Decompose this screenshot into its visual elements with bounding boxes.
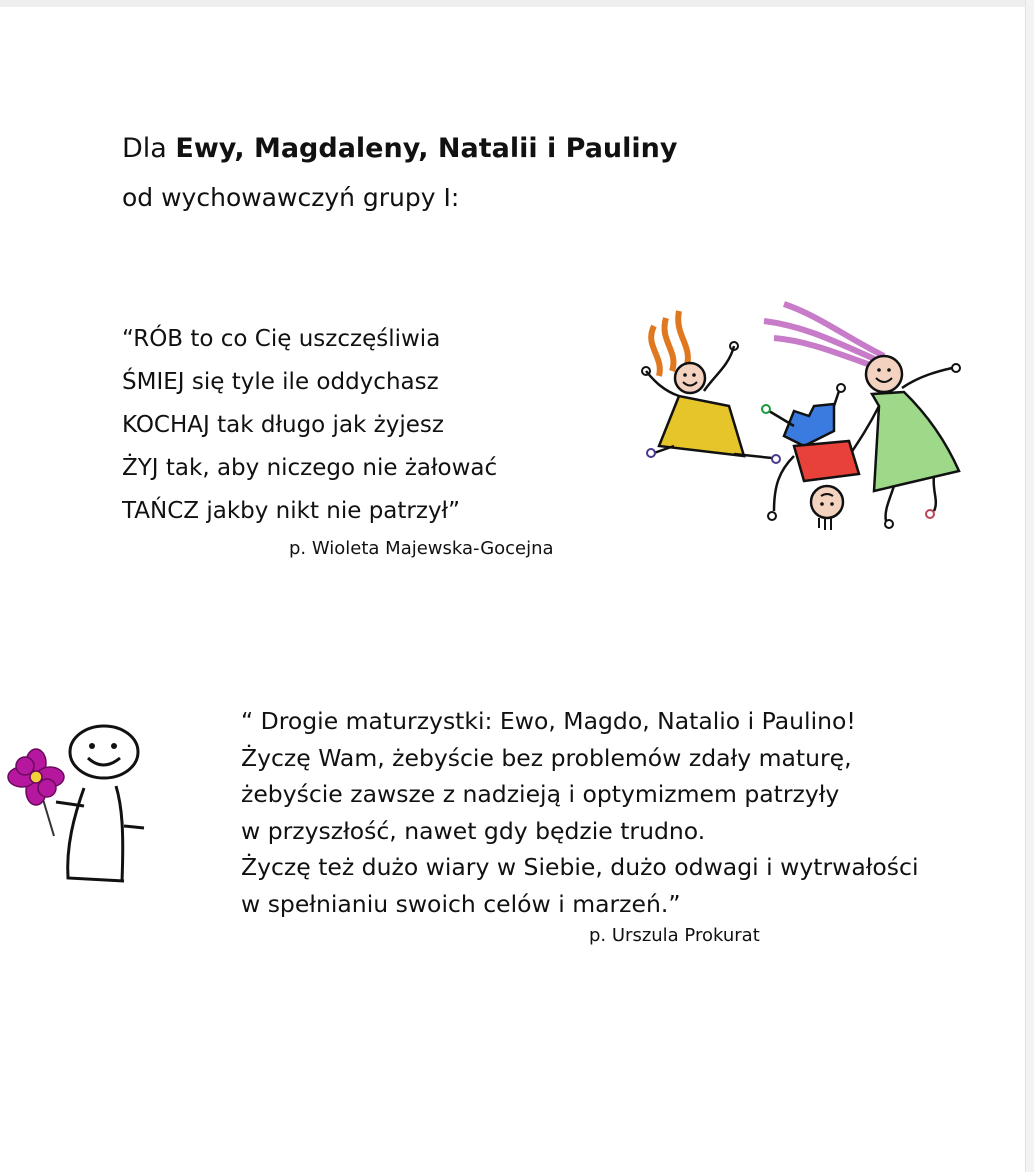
stickman-body [68, 788, 124, 881]
quote-2-line: “ Drogie maturzystki: Ewo, Magdo, Natalio i Paulino! [241, 707, 856, 735]
quote-2-line: żebyście zawsze z nadzieją i optymizmem patrzyły [241, 780, 840, 808]
quote-2-line: Życzę też dużo wiary w Siebie, dużo odwagi i wytrwałości [241, 853, 919, 881]
quote-1-signature: p. Wioleta Majewska-Gocejna [289, 538, 554, 559]
flower-icon [8, 749, 64, 805]
quote-2-line: Życzę Wam, żebyście bez problemów zdały maturę, [241, 743, 852, 772]
dedication-heading [122, 133, 677, 164]
quote-1-line: ŚMIEJ się tyle ile oddychasz [122, 369, 439, 395]
quote-2 [241, 703, 918, 922]
kid-yellow [642, 311, 780, 463]
heading-names: Ewy, Magdaleny, Natalii i Pauliny [175, 133, 678, 164]
stickman-head [70, 726, 138, 778]
top-strip [0, 0, 1034, 7]
stickman-with-flower-illustration [4, 716, 154, 891]
quote-1-line: “RÓB to co Cię uszczęśliwia [122, 326, 441, 352]
dedication-subheading: od wychowawczyń grupy I: [122, 183, 460, 212]
quote-1-line: ŻYJ tak, aby niczego nie żałować [122, 455, 498, 481]
quote-2-line: w spełnianiu swoich celów i marzeń.” [241, 889, 681, 918]
quote-2-line: w przyszłość, nawet gdy będzie trudno. [241, 816, 706, 845]
quote-2-signature: p. Urszula Prokurat [589, 925, 760, 946]
heading-prefix: Dla [122, 133, 176, 164]
quote-1 [122, 318, 497, 533]
dancing-children-illustration [634, 296, 974, 551]
quote-1-line: KOCHAJ tak długo jak żyjesz [122, 412, 444, 438]
quote-1-line: TAŃCZ jakby nikt nie patrzył” [122, 498, 461, 524]
kid-red [762, 384, 859, 530]
scrollbar-track[interactable] [1025, 0, 1034, 1172]
